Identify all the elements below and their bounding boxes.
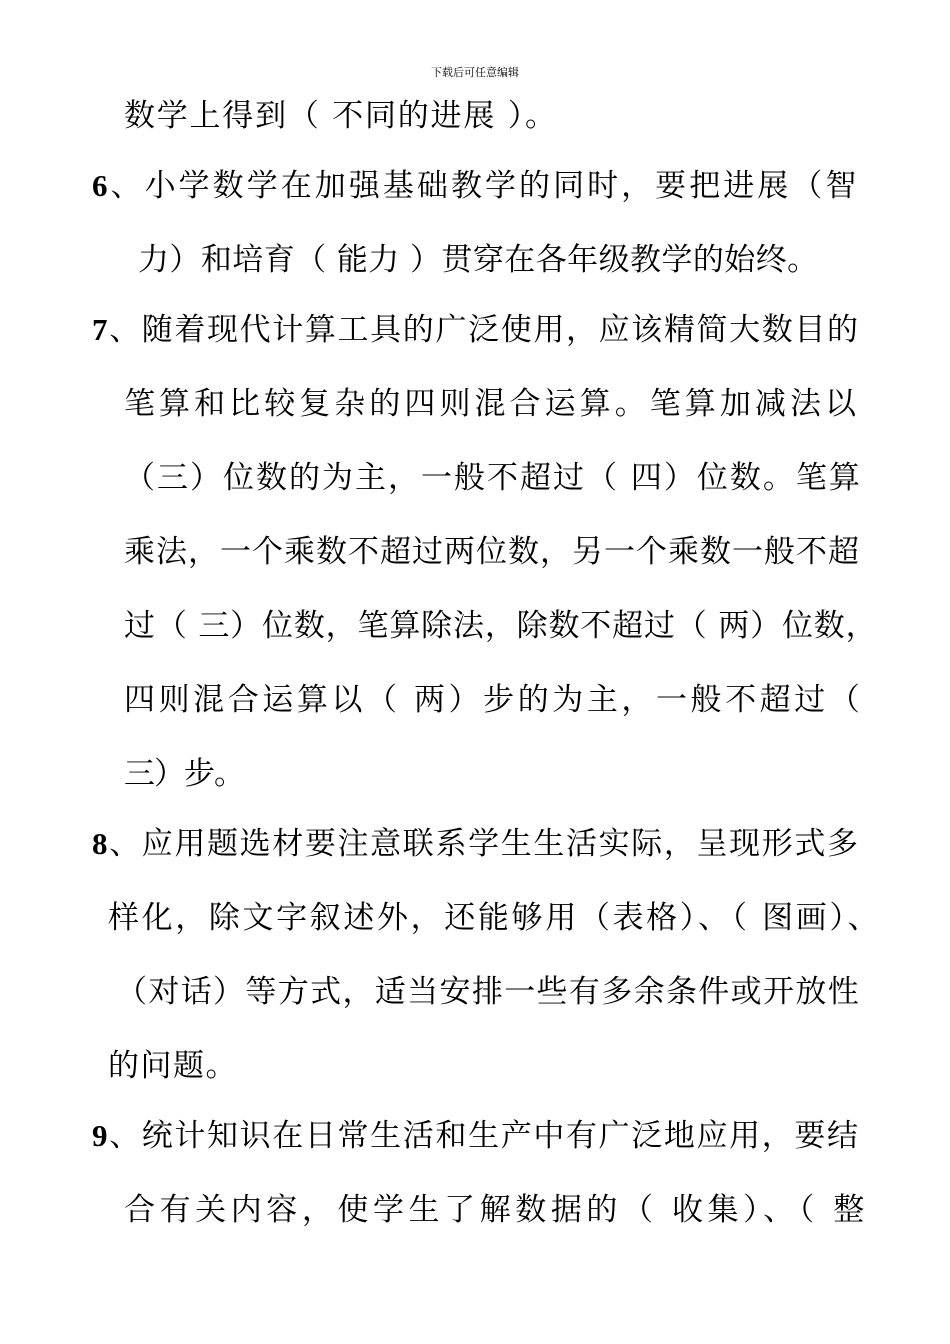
item-8-line-2 xyxy=(108,898,881,938)
item-7-line-1 xyxy=(92,310,860,350)
item-7-line-4 xyxy=(124,532,860,572)
line-text: 合有关内容，使学生了解数据的（ 收集）、（ 整 xyxy=(124,1192,869,1228)
line-text: 、应用题选材要注意联系学生生活实际，呈现形式多 xyxy=(109,826,860,862)
item-7-line-2 xyxy=(124,384,860,424)
item-7-line-6 xyxy=(124,680,863,720)
item-9-line-1 xyxy=(92,1116,860,1156)
line-text: 乘法，一个乘数不超过两位数，另一个乘数一般不超 xyxy=(124,534,860,570)
line-text: 三）步。 xyxy=(124,756,244,792)
line-text: 四则混合运算以（ 两）步的为主，一般不超过（ xyxy=(124,682,864,718)
line-text: （对话）等方式，适当安排一些有多余条件或开放性 xyxy=(116,974,861,1010)
line-text: 、统计知识在日常生活和生产中有广泛地应用，要结 xyxy=(109,1118,860,1154)
line-text: （三）位数的为主，一般不超过（ 四）位数。笔算 xyxy=(124,460,862,496)
text-line-1 xyxy=(124,96,558,136)
item-8-line-4 xyxy=(108,1046,238,1086)
page-header: 下载后可任意编辑 xyxy=(431,66,519,79)
line-text: 的问题。 xyxy=(108,1048,238,1084)
item-number: 9 xyxy=(92,1118,110,1153)
item-number: 8 xyxy=(92,826,110,861)
item-7-line-7 xyxy=(124,754,244,794)
item-9-line-2 xyxy=(124,1190,869,1230)
item-7-line-5 xyxy=(124,606,877,646)
line-text: 、小学数学在加强基础教学的同时，要把进展（智 xyxy=(110,168,860,204)
line-text: 数学上得到（ 不同的进展 ）。 xyxy=(124,98,558,134)
item-number: 6 xyxy=(92,168,111,203)
line-text: 样化，除文字叙述外，还能够用（表格）、（ 图画）、 xyxy=(108,900,882,936)
item-8-line-1 xyxy=(92,824,860,864)
item-6-line-2 xyxy=(138,240,819,280)
line-text: 笔算和比较复杂的四则混合运算。笔算加减法以 xyxy=(124,386,861,422)
line-text: 力）和培育（ 能力 ）贯穿在各年级教学的始终。 xyxy=(138,242,819,278)
item-6-line-1 xyxy=(92,166,859,206)
item-8-line-3 xyxy=(116,972,860,1012)
line-text: 、随着现代计算工具的广泛使用，应该精简大数目的 xyxy=(109,312,860,348)
line-text: 过（ 三）位数，笔算除法，除数不超过（ 两）位数， xyxy=(124,608,878,644)
item-7-line-3 xyxy=(124,458,862,498)
item-number: 7 xyxy=(92,312,110,347)
